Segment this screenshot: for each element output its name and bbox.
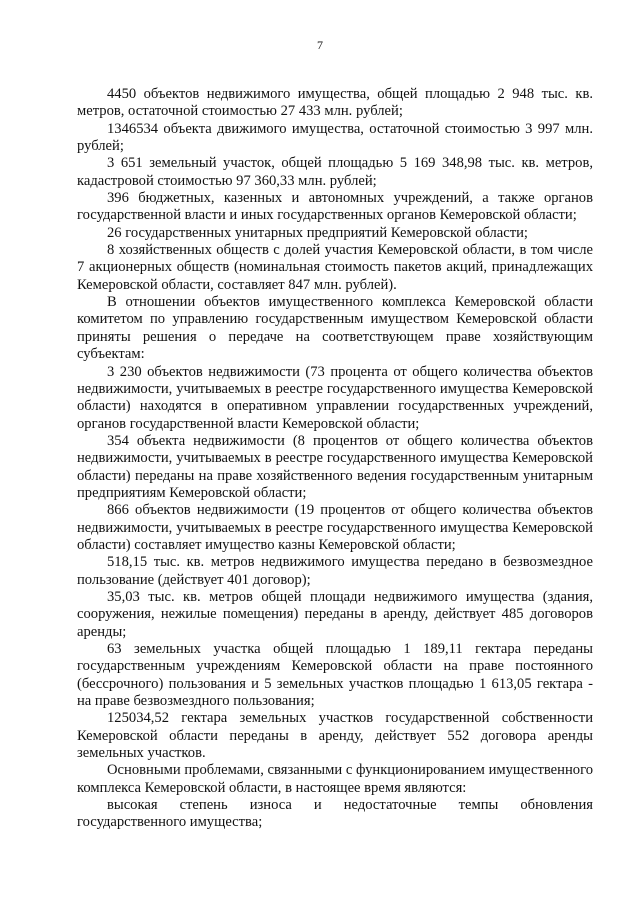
paragraph-land-plots: 3 651 земельный участок, общей площадью 5 169 348,98 тыс. кв. метров, кадастровой стоимостью 97 360,33 млн. рублей; — [77, 155, 593, 189]
paragraph-treasury-property: 866 объектов недвижимости (19 процентов от общего количества объектов недвижимости, учитываемых в реестре государственного имущества Кемеровской области) составляет имущество казны Кемеровской области; — [77, 502, 593, 553]
paragraph-free-use: 518,15 тыс. кв. метров недвижимого имущества передано в безвозмездное пользование (действует 401 договор); — [77, 554, 593, 588]
page-number: 7 — [317, 38, 323, 52]
paragraph-main-problems: Основными проблемами, связанными с функционированием имущественного комплекса Кемеровской области, в настоящее время являются: — [77, 762, 593, 796]
paragraph-land-permanent-use: 63 земельных участка общей площадью 1 189,11 гектара переданы государственным учреждениям Кемеровской области на праве постоянного (бессрочного) пользования и 5 земельных участков площадью 1 613,05 гектара - на праве безвозмездного пользования; — [77, 641, 593, 710]
paragraph-land-rent: 125034,52 гектара земельных участков государственной собственности Кемеровской области переданы в аренду, действует 552 договора аренды земельных участков. — [77, 710, 593, 762]
paragraph-movable-property: 1346534 объекта движимого имущества, остаточной стоимостью 3 997 млн. рублей; — [77, 120, 593, 155]
paragraph-real-estate-objects: 4450 объектов недвижимого имущества, общей площадью 2 948 тыс. кв. метров, остаточной стоимостью 27 433 млн. рублей; — [77, 86, 593, 120]
paragraph-institutions: 396 бюджетных, казенных и автономных учреждений, а также органов государственной власти и иных государственных органов Кемеровской области; — [77, 190, 593, 224]
paragraph-operational-management: 3 230 объектов недвижимости (73 процента от общего количества объектов недвижимости, учитываемых в реестре государственного имущества Кемеровской области) находятся в оперативном управлении государственных учреждений, органов государственной власти Кемеровской области; — [77, 363, 593, 432]
paragraph-transfer-decisions: В отношении объектов имущественного комплекса Кемеровской области комитетом по управлению государственным имуществом Кемеровской области приняты решения о передаче на соответствующем праве хозяйствующим субъектам: — [77, 294, 593, 363]
paragraph-economic-management: 354 объекта недвижимости (8 процентов от общего количества объектов недвижимости, учитываемых в реестре государственного имущества Кемеровской области) переданы на праве хозяйственного ведения государственным унитарным предприятиям Кемеровской области; — [77, 432, 593, 501]
paragraph-business-companies: 8 хозяйственных обществ с долей участия Кемеровской области, в том числе 7 акционерных обществ (номинальная стоимость пакетов акций, принадлежащих Кемеровской области, составляет 847 млн. рублей). — [77, 242, 593, 293]
paragraph-unitary-enterprises: 26 государственных унитарных предприятий Кемеровской области; — [107, 224, 528, 241]
paragraph-rent: 35,03 тыс. кв. метров общей площади недвижимого имущества (здания, сооружения, нежилые помещения) переданы в аренду, действует 485 договоров аренды; — [77, 588, 593, 640]
document-body — [77, 86, 593, 832]
paragraph-wear-and-tear: высокая степень износа и недостаточные темпы обновления государственного имущества; — [77, 797, 593, 831]
